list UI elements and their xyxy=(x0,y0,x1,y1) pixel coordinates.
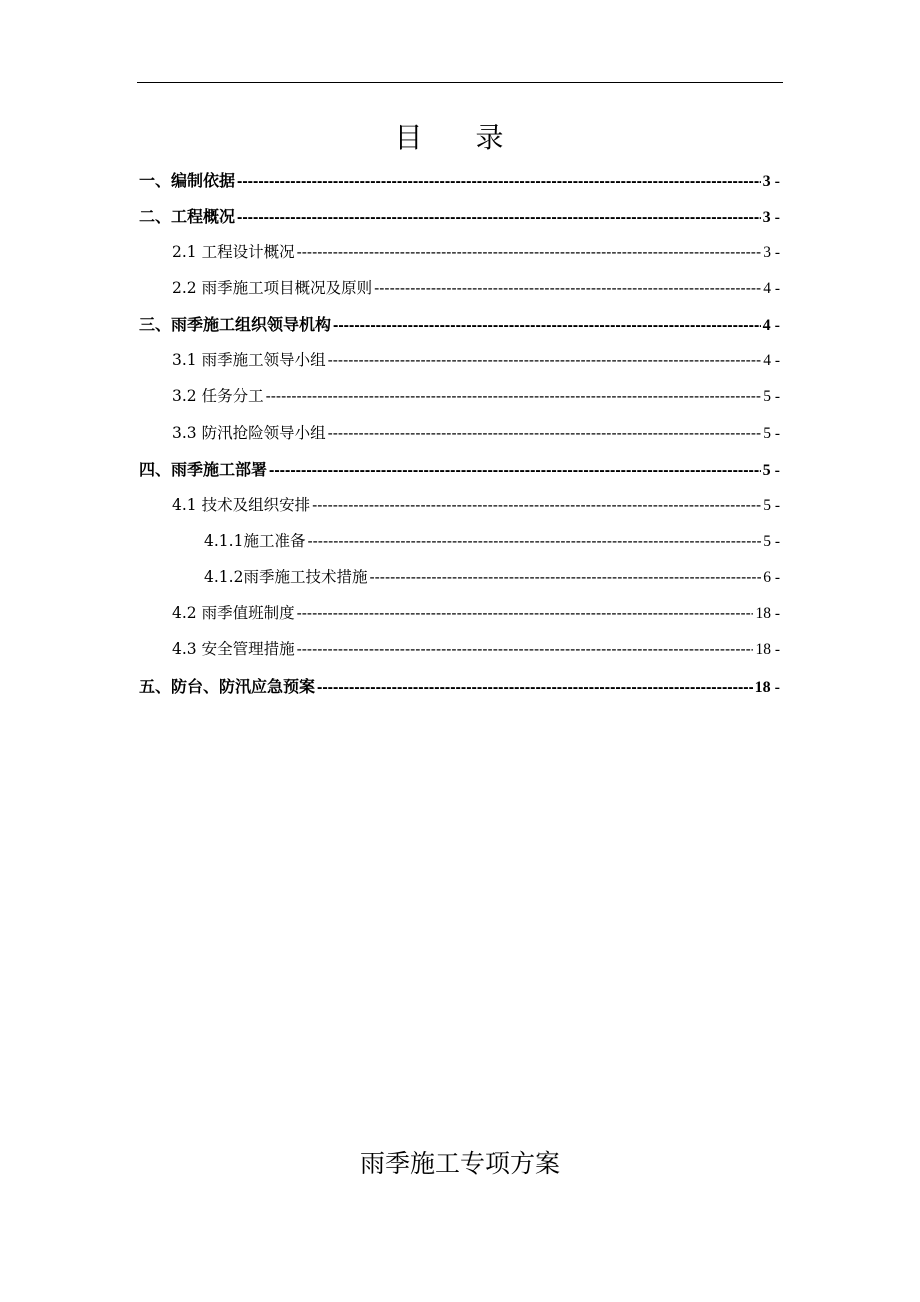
toc-entry-5[interactable] xyxy=(139,674,780,698)
toc-dot-leader xyxy=(369,569,761,587)
toc-entry-label: 4.2 雨季值班制度 xyxy=(172,604,295,622)
toc-entry-3-3[interactable] xyxy=(172,421,780,445)
toc-entry-page: 5 - xyxy=(763,497,780,514)
toc-dot-leader xyxy=(266,388,762,406)
toc-entry-label: 4.1 技术及组织安排 xyxy=(172,496,311,514)
document-title: 雨季施工专项方案 xyxy=(359,1149,560,1178)
toc-entry-page: 5 - xyxy=(763,533,780,550)
toc-dot-leader xyxy=(237,209,761,227)
toc-entry-page: 4 - xyxy=(763,352,780,369)
toc-dot-leader xyxy=(374,280,761,298)
toc-entry-label: 五、防台、防汛应急预案 xyxy=(139,677,316,696)
toc-entry-label: 3.2 任务分工 xyxy=(172,387,264,405)
toc-entry-page: 3 - xyxy=(762,209,780,226)
toc-entry-4-3[interactable] xyxy=(172,637,780,661)
toc-entry-page: 18 - xyxy=(755,641,780,658)
toc-dot-leader xyxy=(237,173,761,191)
toc-entry-label: 2.1 工程设计概况 xyxy=(172,243,295,261)
toc-entry-label: 一、编制依据 xyxy=(139,171,236,190)
toc-title: 目 录 xyxy=(394,121,526,154)
toc-dot-leader xyxy=(333,317,761,335)
toc-entry-page: 6 - xyxy=(763,569,780,586)
toc-entry-page: 5 - xyxy=(763,388,780,405)
toc-entry-page: 18 - xyxy=(755,605,780,622)
toc-entry-4-2[interactable] xyxy=(172,601,780,625)
toc-entry-page: 5 - xyxy=(762,462,780,479)
toc-dot-leader xyxy=(317,679,753,697)
toc-entry-label: 2.2 雨季施工项目概况及原则 xyxy=(172,279,373,297)
toc-entry-page: 5 - xyxy=(763,425,780,442)
toc-entry-label: 3.1 雨季施工领导小组 xyxy=(172,351,326,369)
toc-entry-label: 3.3 防汛抢险领导小组 xyxy=(172,424,326,442)
toc-entry-page: 18 - xyxy=(754,679,780,696)
toc-entry-label: 三、雨季施工组织领导机构 xyxy=(139,315,332,334)
toc-entry-3-2[interactable] xyxy=(172,384,780,408)
toc-entry-page: 4 - xyxy=(762,317,780,334)
toc-entry-label: 4.1.2雨季施工技术措施 xyxy=(204,568,368,586)
toc-dot-leader xyxy=(269,462,761,480)
toc-entry-label: 4.3 安全管理措施 xyxy=(172,640,295,658)
toc-dot-leader xyxy=(307,533,761,551)
toc-entry-page: 3 - xyxy=(763,244,780,261)
toc-entry-1[interactable] xyxy=(139,168,780,192)
toc-dot-leader xyxy=(297,605,754,623)
toc-entry-3[interactable] xyxy=(139,312,780,336)
toc-entry-3-1[interactable] xyxy=(172,348,780,372)
toc-entry-2-1[interactable] xyxy=(172,240,780,264)
toc-entry-2-2[interactable] xyxy=(172,276,780,300)
toc-dot-leader xyxy=(312,497,761,515)
toc-entry-4-1[interactable] xyxy=(172,493,780,517)
toc-entry-page: 3 - xyxy=(762,173,780,190)
toc-entry-2[interactable] xyxy=(139,204,780,228)
toc-dot-leader xyxy=(297,244,762,262)
toc-entry-4[interactable] xyxy=(139,457,780,481)
toc-entry-label: 四、雨季施工部署 xyxy=(139,460,268,479)
header-rule xyxy=(137,82,783,83)
toc-entry-label: 4.1.1施工准备 xyxy=(204,532,306,550)
toc-entry-4-1-2[interactable] xyxy=(204,565,780,589)
toc-entry-4-1-1[interactable] xyxy=(204,529,780,553)
toc-dot-leader xyxy=(297,641,754,659)
toc-dot-leader xyxy=(328,425,762,443)
toc-dot-leader xyxy=(328,352,762,370)
toc-entry-label: 二、工程概况 xyxy=(139,207,236,226)
toc-entry-page: 4 - xyxy=(763,280,780,297)
